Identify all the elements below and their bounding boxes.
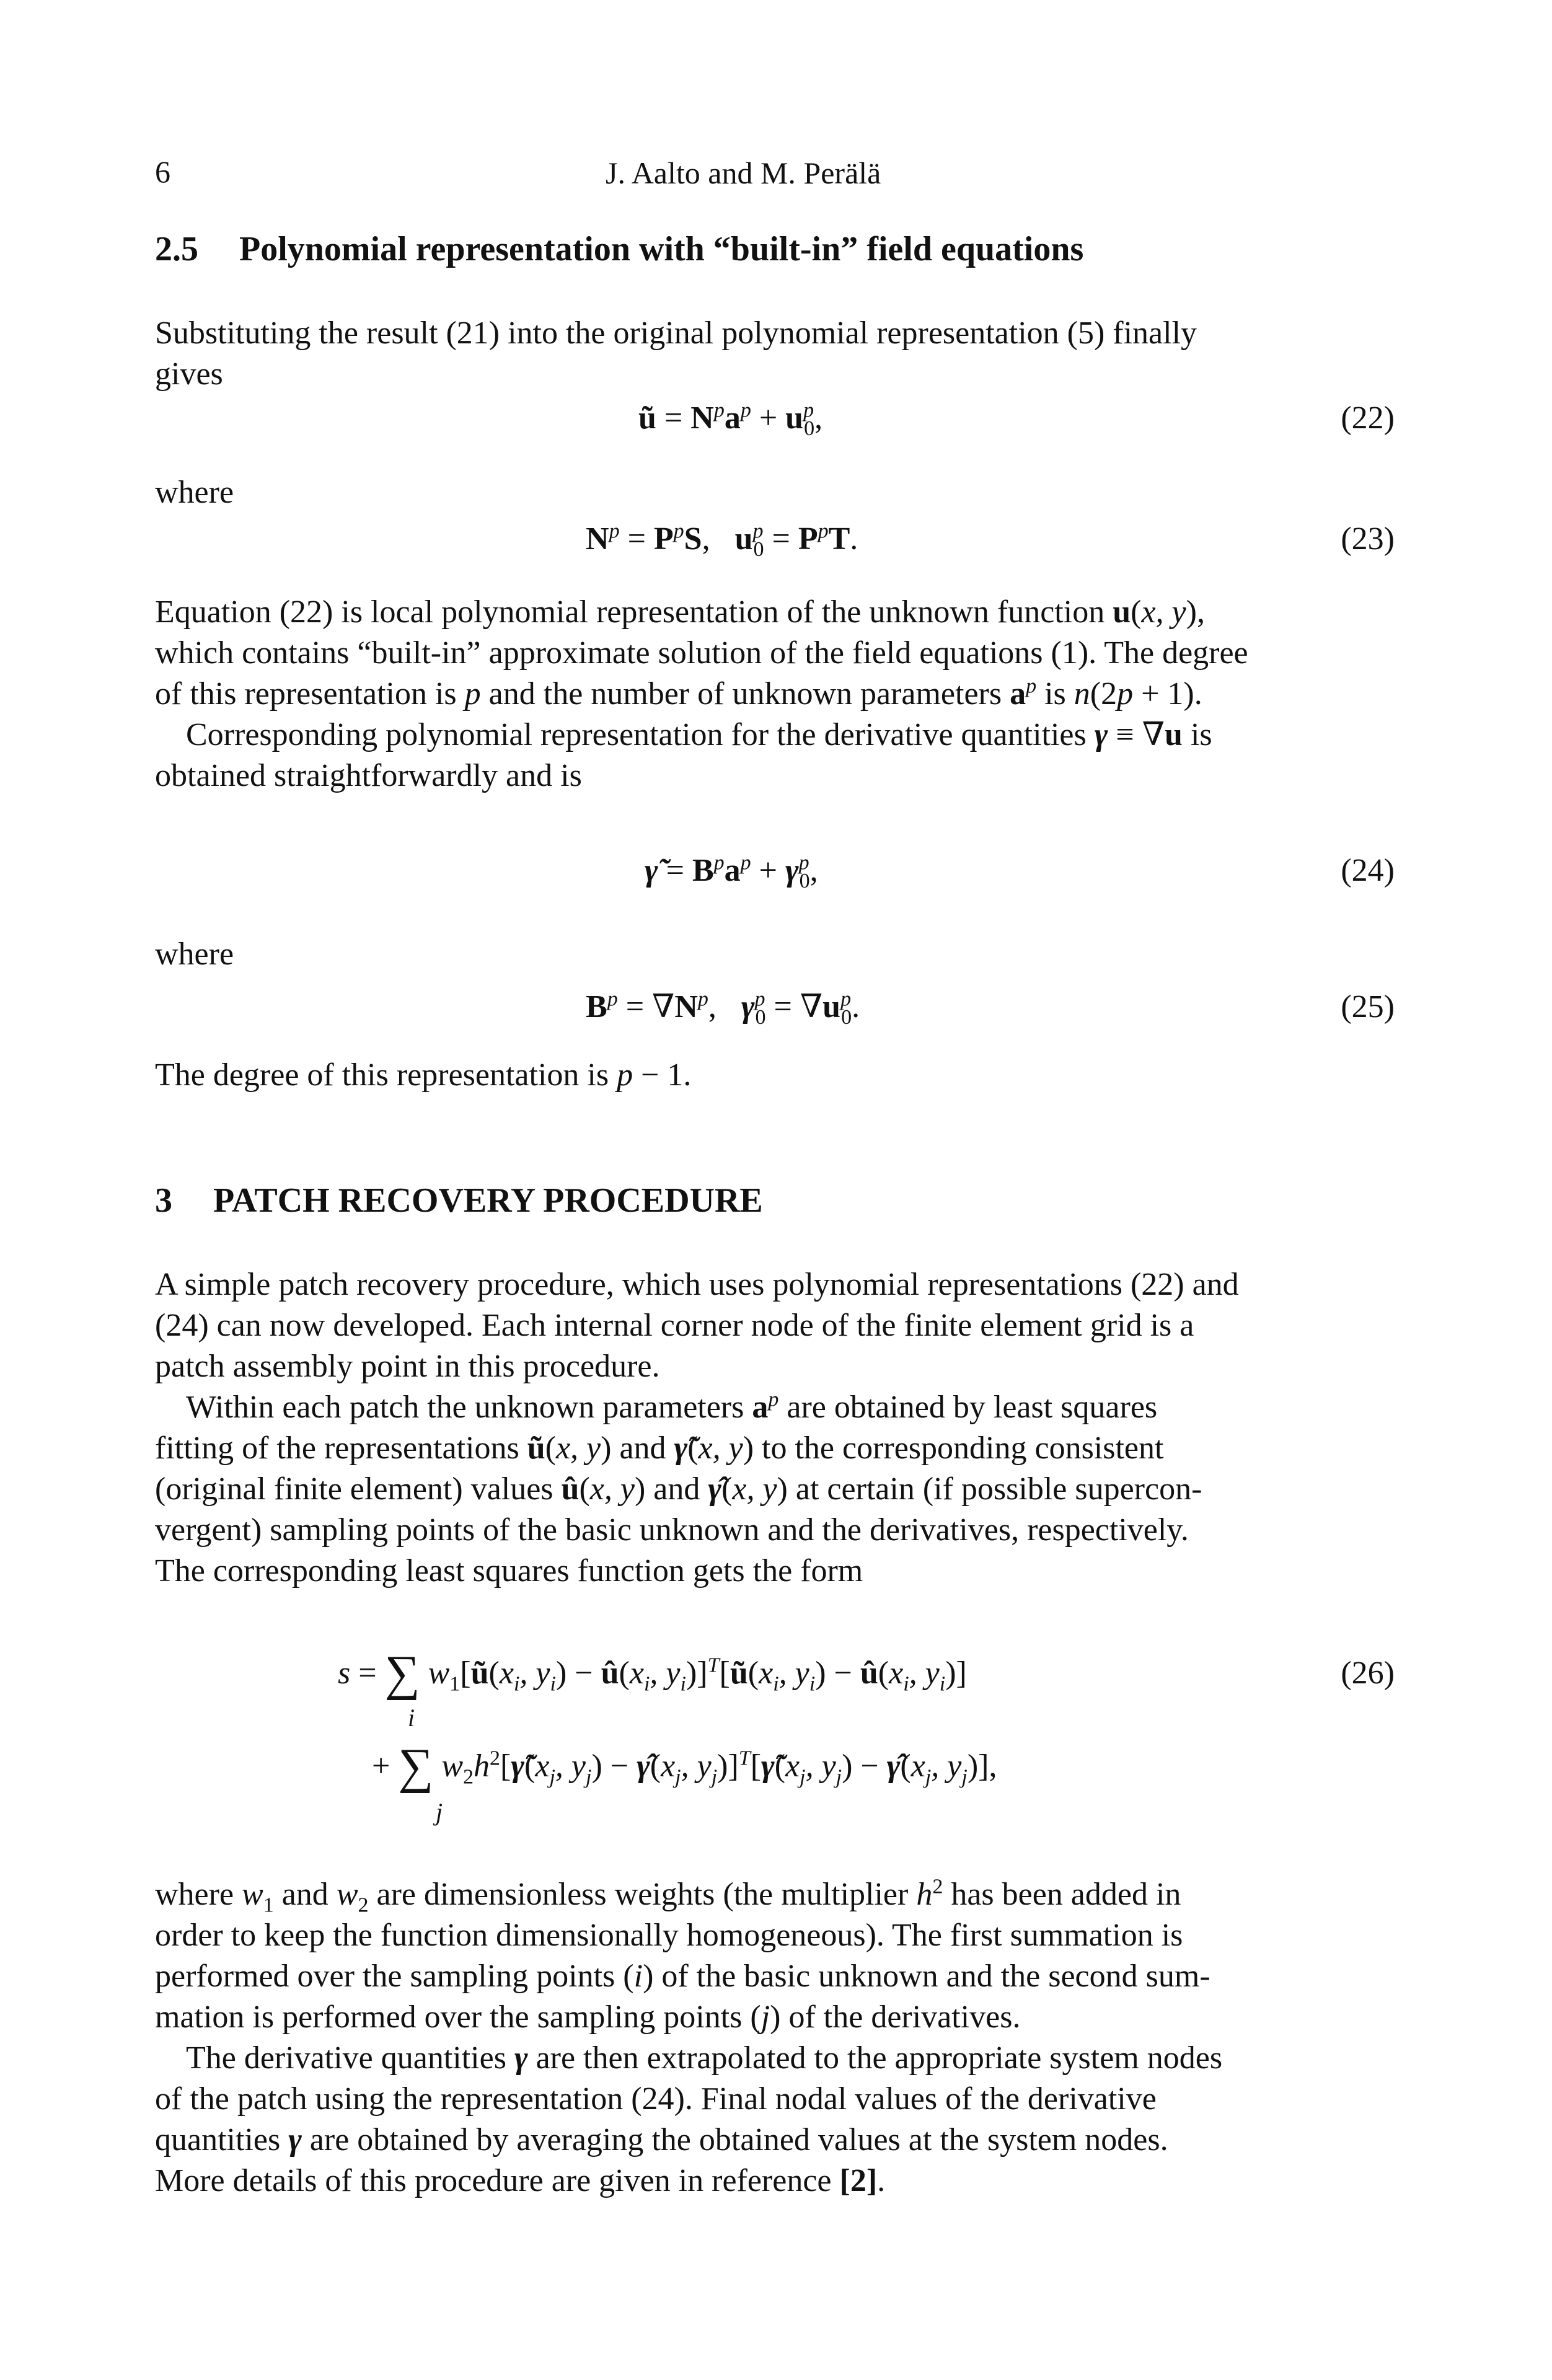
section-heading-2-5 (155, 229, 1083, 269)
text-line: Equation (22) is local polynomial representation of the unknown function u(x, y), (155, 594, 1205, 630)
page-number: 6 (155, 154, 170, 189)
section-number: 3 (155, 1181, 172, 1220)
text-line: Within each patch the unknown parameters $a^p$ are obtained by least squares (186, 1388, 1158, 1425)
text-line: vergent) sampling points of the basic unknown and the derivatives, respectively. (155, 1512, 1189, 1548)
equation-number: (25) (1341, 989, 1395, 1025)
where-label: where (155, 937, 234, 972)
text-line: More details of this procedure are given in reference [2]. (155, 2163, 886, 2198)
equation-22: ũ = $N^pa^p + u^p_0$, (638, 399, 823, 441)
text-line: (24) can now developed. Each internal corner node of the finite element grid is a (155, 1308, 1194, 1343)
equation-25: $B^p = \nabla N^p$, $\gamma^p_0 = \nabla u^p_0$. (586, 987, 860, 1029)
equation-26-line-1: s = ∑ $w_1[ũ(x_i$, $y_i$) − $û(x_i$, $y_i)]^T[ũ(x_i$, $y_i$) − $û(x_i$, $y_i$)] (338, 1646, 967, 1701)
text-line: order to keep the function dimensionally homogeneous). The first summation is (155, 1918, 1183, 1953)
paragraph (155, 1874, 1395, 2202)
section-number: 2.5 (155, 230, 198, 268)
equation-number: (26) (1341, 1655, 1395, 1691)
text-line: The derivative quantities γ are then extrapolated to the appropriate system nodes (186, 2040, 1223, 2076)
paragraph: The degree of this representation is p − 1. (155, 1057, 692, 1093)
equation-24: γ̃ = $B^pa^p + \gamma^p_0$, (645, 851, 818, 893)
text-line: quantities γ are obtained by averaging the obtained values at the system nodes. (155, 2122, 1168, 2157)
text-line: which contains “built-in” approximate solution of the field equations (1). The degree (155, 635, 1248, 671)
text-line: performed over the sampling points (i) of the basic unknown and the second sum- (155, 1959, 1210, 1994)
text-line: mation is performed over the sampling points (j) of the derivatives. (155, 1999, 1021, 2035)
text-line: obtained straightforwardly and is (155, 758, 582, 793)
text-line: fitting of the representations ũ(x, y) and γ̃(x, y) to the corresponding consistent (155, 1430, 1164, 1466)
equation-26-line-2: + ∑ $w_2h^2[\gammã(x_j$, $y_j$) − $\gammâ(x_j$, $y_j)]^T[\gammã(x_j$, $y_j$) − $\gammâ(x_j$, $y_j$)], (372, 1739, 997, 1794)
text-line: of the patch using the representation (24). Final nodal values of the derivative (155, 2081, 1157, 2117)
section-heading-3 (155, 1181, 763, 1220)
paragraph (155, 1264, 1395, 1592)
text-line: of this representation is p and the number of unknown parameters $a^p$ is n(2p + 1). (155, 674, 1202, 712)
text-line: (original finite element) values û(x, y) and γ̂(x, y) at certain (if possible supercon- (155, 1471, 1202, 1507)
paragraph (155, 592, 1395, 796)
text-line: patch assembly point in this procedure. (155, 1349, 660, 1384)
section-title: PATCH RECOVERY PROCEDURE (213, 1181, 763, 1220)
equation-number: (24) (1341, 853, 1395, 888)
text-line: gives (155, 356, 223, 392)
text-line: The corresponding least squares function gets the form (155, 1553, 863, 1589)
equation-number: (22) (1341, 400, 1395, 436)
text-line: Substituting the result (21) into the original polynomial representation (5) finally (155, 315, 1197, 351)
text-line: where $w_1$ and $w_2$ are dimensionless weights (the multiplier $h^2$ has been added in (155, 1875, 1181, 1917)
where-label: where (155, 475, 234, 510)
running-title: J. Aalto and M. Perälä (606, 156, 881, 190)
equation-number: (23) (1341, 521, 1395, 557)
equation-23: $N^p = P^pS$, $u^p_0 = P^pT$. (586, 519, 858, 562)
text-line: A simple patch recovery procedure, which uses polynomial representations (22) and (155, 1267, 1239, 1302)
text-line: Corresponding polynomial representation for the derivative quantities γ ≡ ∇u is (186, 717, 1212, 752)
sum-index-i: i (408, 1704, 415, 1732)
reference-link[interactable]: [2] (839, 2163, 878, 2198)
section-title: Polynomial representation with “built-in” field equations (239, 230, 1084, 268)
sum-index-j: j (436, 1798, 443, 1826)
paragraph (155, 313, 1395, 395)
